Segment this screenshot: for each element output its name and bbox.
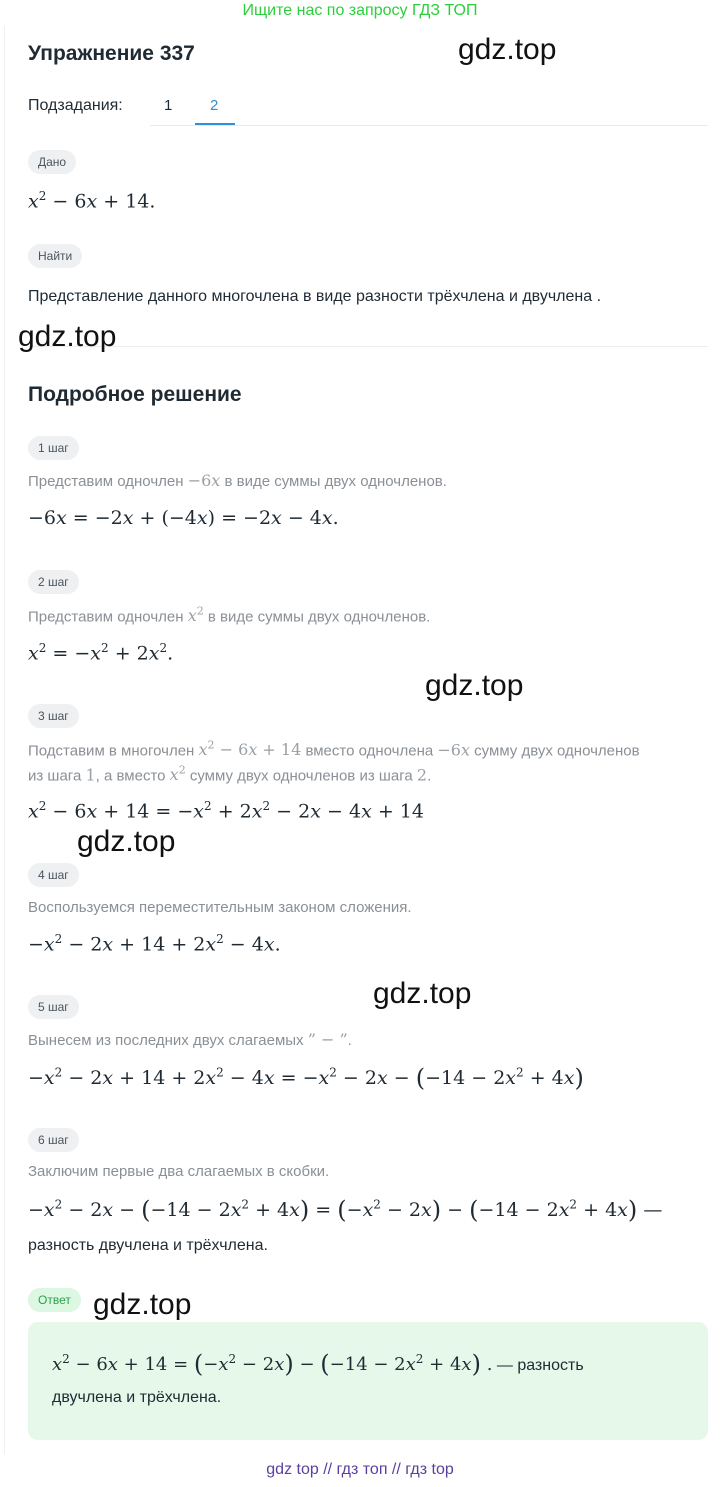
step-6-math: $-x^2 - 2x - (-14 - 2x^2 + 4x) = (-x^2 - 2x) - (-14 - 2x^2 + 4x)$ — <box>28 1196 663 1224</box>
given-chip: Дано <box>28 150 76 174</box>
answer-text-line-2: двучлена и трёхчлена. <box>52 1389 222 1406</box>
watermark: gdz.top <box>425 669 524 702</box>
step-2-chip: 2 шаг <box>28 570 79 594</box>
watermark: gdz.top <box>458 33 557 66</box>
step-6-trailing: разность двучлена и трёхчлена. <box>28 1237 268 1254</box>
step-1-math: −6x = −2x + (−4x) = −2x − 4x. <box>28 507 339 529</box>
step-6-text: Заключим первые два слагаемых в скобки. <box>28 1163 330 1180</box>
answer-chip: Ответ <box>28 1288 81 1312</box>
step-4-chip: 4 шаг <box>28 863 79 887</box>
find-text: Представление данного многочлена в виде разности трёхчлена и двучлена . <box>28 288 602 305</box>
step-2-math: $x^2 = -x^2 + 2x^2$. <box>28 641 174 665</box>
step-5-text: Вынесем из последних двух слагаемых ” − ”. <box>28 1030 352 1049</box>
step-3-math: $x^2 - 6x + 14 = -x^2 + 2x^2 - 2x - 4x + 14$ <box>28 799 424 823</box>
watermark: gdz.top <box>373 977 472 1010</box>
watermark: gdz.top <box>77 825 176 858</box>
answer-math: $x^2 - 6x + 14 = (-x^2 - 2x) - (-14 - 2x^2 + 4x)$ . — разность <box>52 1350 584 1378</box>
step-3-text: Подставим в многочлен $x^2 - 6x + 14$ вместо одночлена −6x сумму двух одночленов <box>28 739 640 760</box>
watermark: gdz.top <box>18 320 117 353</box>
section-divider <box>28 346 708 347</box>
step-6-chip: 6 шаг <box>28 1128 79 1152</box>
step-4-math: $-x^2 - 2x + 14 + 2x^2 - 4x$. <box>28 932 281 956</box>
watermark: gdz.top <box>93 1288 192 1321</box>
step-3-text-line-2: из шага 1, а вместо $x^2$ сумму двух одночленов из шага 2. <box>28 764 432 785</box>
given-expression: $x^2 - 6x + 14$. <box>28 189 156 213</box>
footer-links[interactable]: gdz top // гдз топ // гдз top <box>266 1461 454 1478</box>
active-tab-indicator <box>195 123 235 125</box>
step-5-math: $-x^2 - 2x + 14 + 2x^2 - 4x = -x^2 - 2x - (-14 - 2x^2 + 4x)$ <box>28 1064 584 1092</box>
tabs-divider <box>150 125 708 126</box>
top-banner[interactable]: Ищите нас по запросу ГДЗ ТОП <box>242 2 478 19</box>
step-3-chip: 3 шаг <box>28 704 79 728</box>
step-5-chip: 5 шаг <box>28 995 79 1019</box>
step-1-chip: 1 шаг <box>28 436 79 460</box>
find-chip: Найти <box>28 244 82 268</box>
solution-title: Подробное решение <box>28 383 242 406</box>
subtasks-label: Подзадания: <box>28 97 123 114</box>
answer-box <box>28 1322 708 1440</box>
tab-2[interactable]: 2 <box>210 97 219 114</box>
step-1-text: Представим одночлен −6x в виде суммы двух одночленов. <box>28 471 447 490</box>
step-4-text: Воспользуемся переместительным законом сложения. <box>28 899 412 916</box>
step-2-text: Представим одночлен $x^2$ в виде суммы двух одночленов. <box>28 605 431 626</box>
tab-1[interactable]: 1 <box>164 97 173 114</box>
page-title: Упражнение 337 <box>28 42 195 65</box>
